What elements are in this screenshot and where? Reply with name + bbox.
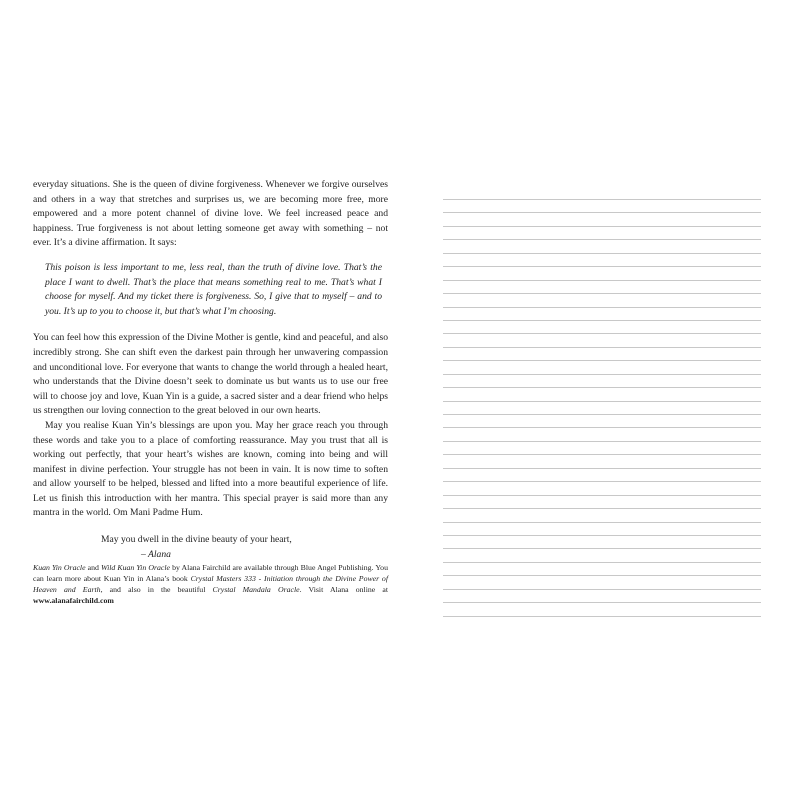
ruled-line (443, 454, 761, 455)
ruled-line (443, 562, 761, 563)
credit-and: and (85, 563, 102, 573)
ruled-line (443, 481, 761, 482)
ruled-line (443, 307, 761, 308)
ruled-line (443, 602, 761, 603)
closing-line: May you dwell in the divine beauty of your heart, (101, 534, 292, 546)
ruled-line (443, 266, 761, 267)
ruled-line (443, 374, 761, 375)
ruled-line (443, 495, 761, 496)
credit-title-2: Wild Kuan Yin Oracle (101, 563, 170, 573)
ruled-line (443, 589, 761, 590)
ruled-line (443, 320, 761, 321)
block-quote: This poison is less important to me, less real, than the truth of divine love. That’s the place I want to dwell. That’s the place that means something real to me. That’s what I choose for myself. And my ticket there is forgiveness. So, I give that to myself – and to you. It’s up to you to choose it, but that’s what I’m choosing. (45, 261, 382, 317)
ruled-line (443, 508, 761, 509)
ruled-line (443, 239, 761, 240)
signature: – Alana (141, 548, 171, 560)
credit-title-4: Crystal Mandala Oracle (212, 585, 300, 595)
body-paragraph-2: You can feel how this expression of the Divine Mother is gentle, kind and peaceful, and also incredibly strong. She can shift even the darkest pain through her unwavering compassion and unconditional love. For everyone that wants to change the world through a healed heart, who understands that the Divine doesn’t seek to dominate us but wants us to use our free will to choose joy and love, Kuan Yin is a guide, a sacred sister and a dear friend who helps us strengthen our loving connection to the great beloved in our own hearts. (33, 332, 388, 417)
credit-title-3: Crystal Masters 333 - Initiation through the Divine Power of Heaven and Earth (33, 574, 388, 595)
ruled-line (443, 468, 761, 469)
ruled-line (443, 575, 761, 576)
ruled-line (443, 414, 761, 415)
ruled-line (443, 360, 761, 361)
ruled-line (443, 293, 761, 294)
credit-text-2: , and also in the beautiful (100, 585, 213, 595)
ruled-line (443, 226, 761, 227)
credit-text-3: . Visit Alana online at (299, 585, 388, 595)
ruled-line (443, 199, 761, 200)
ruled-line (443, 548, 761, 549)
credit-title-1: Kuan Yin Oracle (33, 563, 86, 573)
ruled-line (443, 347, 761, 348)
ruled-line (443, 280, 761, 281)
credit-text-1: by Alana Fairchild are available through Blue Angel Publishing. You can learn more about Kuan Yin in Alana’s book (33, 563, 388, 584)
body-paragraph-3: May you realise Kuan Yin’s blessings are upon you. May her grace reach you through these words and take you to a place of comforting reassurance. May you trust that all is working out perfectly, that your heart’s wishes are known, coming into being and will manifest in divine perfection. Your struggle has not been in vain. It is now time to soften and allow yourself to be helped, blessed and lifted into a more beautiful experience of life. Let us finish this introduction with her mantra. This special prayer is said more than any mantra in the world. Om Mani Padme Hum. (33, 419, 388, 519)
ruled-notes-page (443, 199, 761, 617)
body-paragraph-1: everyday situations. She is the queen of divine forgiveness. Whenever we forgive ourselves and others in a way that stretches and surprises us, we are becoming more free, more empowered and a more potent channel of divine love. We feel increased peace and happiness. True forgiveness is not about letting someone get away with something – not ever. It’s a divine affirmation. It says: (33, 179, 388, 249)
credits-note (33, 562, 388, 606)
ruled-line (443, 535, 761, 536)
ruled-line (443, 253, 761, 254)
credit-website: www.alanafairchild.com (33, 596, 114, 606)
ruled-line (443, 522, 761, 523)
ruled-line (443, 387, 761, 388)
ruled-line (443, 616, 761, 617)
ruled-line (443, 212, 761, 213)
left-page (33, 178, 388, 606)
closing-block (33, 533, 388, 562)
ruled-line (443, 441, 761, 442)
ruled-line (443, 401, 761, 402)
ruled-line (443, 427, 761, 428)
ruled-line (443, 333, 761, 334)
